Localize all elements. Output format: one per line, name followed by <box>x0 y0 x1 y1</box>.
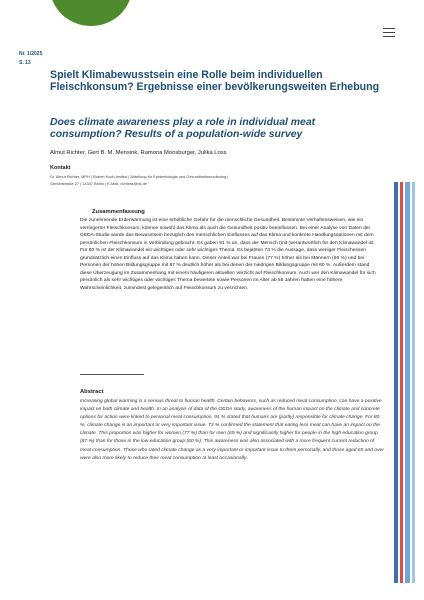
section-divider <box>80 374 144 375</box>
contact-heading: Kontakt <box>50 165 71 171</box>
hamburger-icon[interactable] <box>383 28 395 37</box>
abstract-heading: Abstract <box>80 389 104 395</box>
page-number: S. 13 <box>19 60 31 66</box>
abstract-body: Increasing global warming is a serious threat to human health. Certain behaviors, such as reduced meat consumption, can have a positive impact on both climate and health. In an analysis of data of the GEDA study, awareness of the human impact on the climate and concrete options for action were linked to personal meat consumption. 91 % stated that humans are (partly) responsible for climate change. For 80 %, climate change is an important or very important issue. 73 % confirmed the statement that eating less meat can have an impact on the climate. This proportion was higher for women (77 %) than for men (69 %) and significantly higher for people in the high education group (87 %) than for those in the low education group (60 %). This awareness was also associated with a more frequent current reduction of meat consumption. Those who rated climate change as a very important or important issue to them personally, and those aged 65 and over were also more likely to reduce their meat consumption at least occasionally. <box>80 399 385 461</box>
article-title-english: Does climate awareness play a role in individual meat consumption? Results of a population-wide survey <box>50 117 316 140</box>
brand-logo-shape <box>50 0 132 26</box>
contact-details <box>50 173 340 187</box>
author-list: Almut Richter, Gert B. M. Mensink, Ramona Moosburger, Julika Loss <box>50 150 227 156</box>
decorative-stripes <box>394 182 415 583</box>
summary-heading: Zusammenfassung <box>92 209 145 215</box>
issue-info <box>19 50 42 68</box>
contact-line-1: Dr. Almut Richter, MPH | Robert Koch-Institut | Abteilung für Epidemiologie und Gesundheitsmonitoring | <box>50 174 229 179</box>
issue-number: Nr. 1/2025 <box>19 51 43 57</box>
contact-line-2: Gerichtstraße 27 | 13347 Berlin | E-Mail: richtera@rki.de <box>50 181 147 186</box>
article-title-german: Spielt Klimabewusstsein eine Rolle beim individuellen Fleischkonsum? Ergebnisse einer bevölkerungsweiten Erhebung <box>50 69 380 93</box>
summary-body: Die zunehmende Erderwärmung ist eine erhebliche Gefahr für die menschliche Gesundheit. Bestimmte Verhaltensweisen, wie ein verringerter Fleischkonsum, können sowohl das Klima als auch die Gesundheit positiv beeinflussen. Bei einer Analyse von Daten der GEDA-Studie wurde das Bewusstsein bezüglich des menschlichen Einflusses auf das Klima und konkrete Handlungsoptionen mit dem persönlichen Fleischkonsum in Verbindung gebracht. Es gaben 91 % an, dass der Mensch (mit-)verantwortlich für den Klimawandel ist. Für 80 % ist der Klimawandel ein wichtiges oder sehr wichtiges Thema. Es bejahten 73 % die Aussage, dass weniger Fleischessen grundsätzlich einen Einfluss auf das Klima haben kann. Dieser Anteil war bei Frauen (77 %) höher als bei Männern (69 %) und bei Personen der hohen Bildungsgruppe mit 87 % deutlich höher als bei denen der niedrigen Bildungsgruppe mit 60 %. Außerdem stand diese Überzeugung im Zusammenhang mit einem häufigeren aktuellen Verzicht auf Fleischkonsum. Auch wer den Klimawandel für sich persönlich als sehr wichtiges oder wichtiges Thema bewertete sowie Personen im Alter ab 65 Jahren hatten eine höhere Wahrscheinlichkeit, zumindest gelegentlich auf Fleischkonsum zu verzichten. <box>80 218 376 291</box>
